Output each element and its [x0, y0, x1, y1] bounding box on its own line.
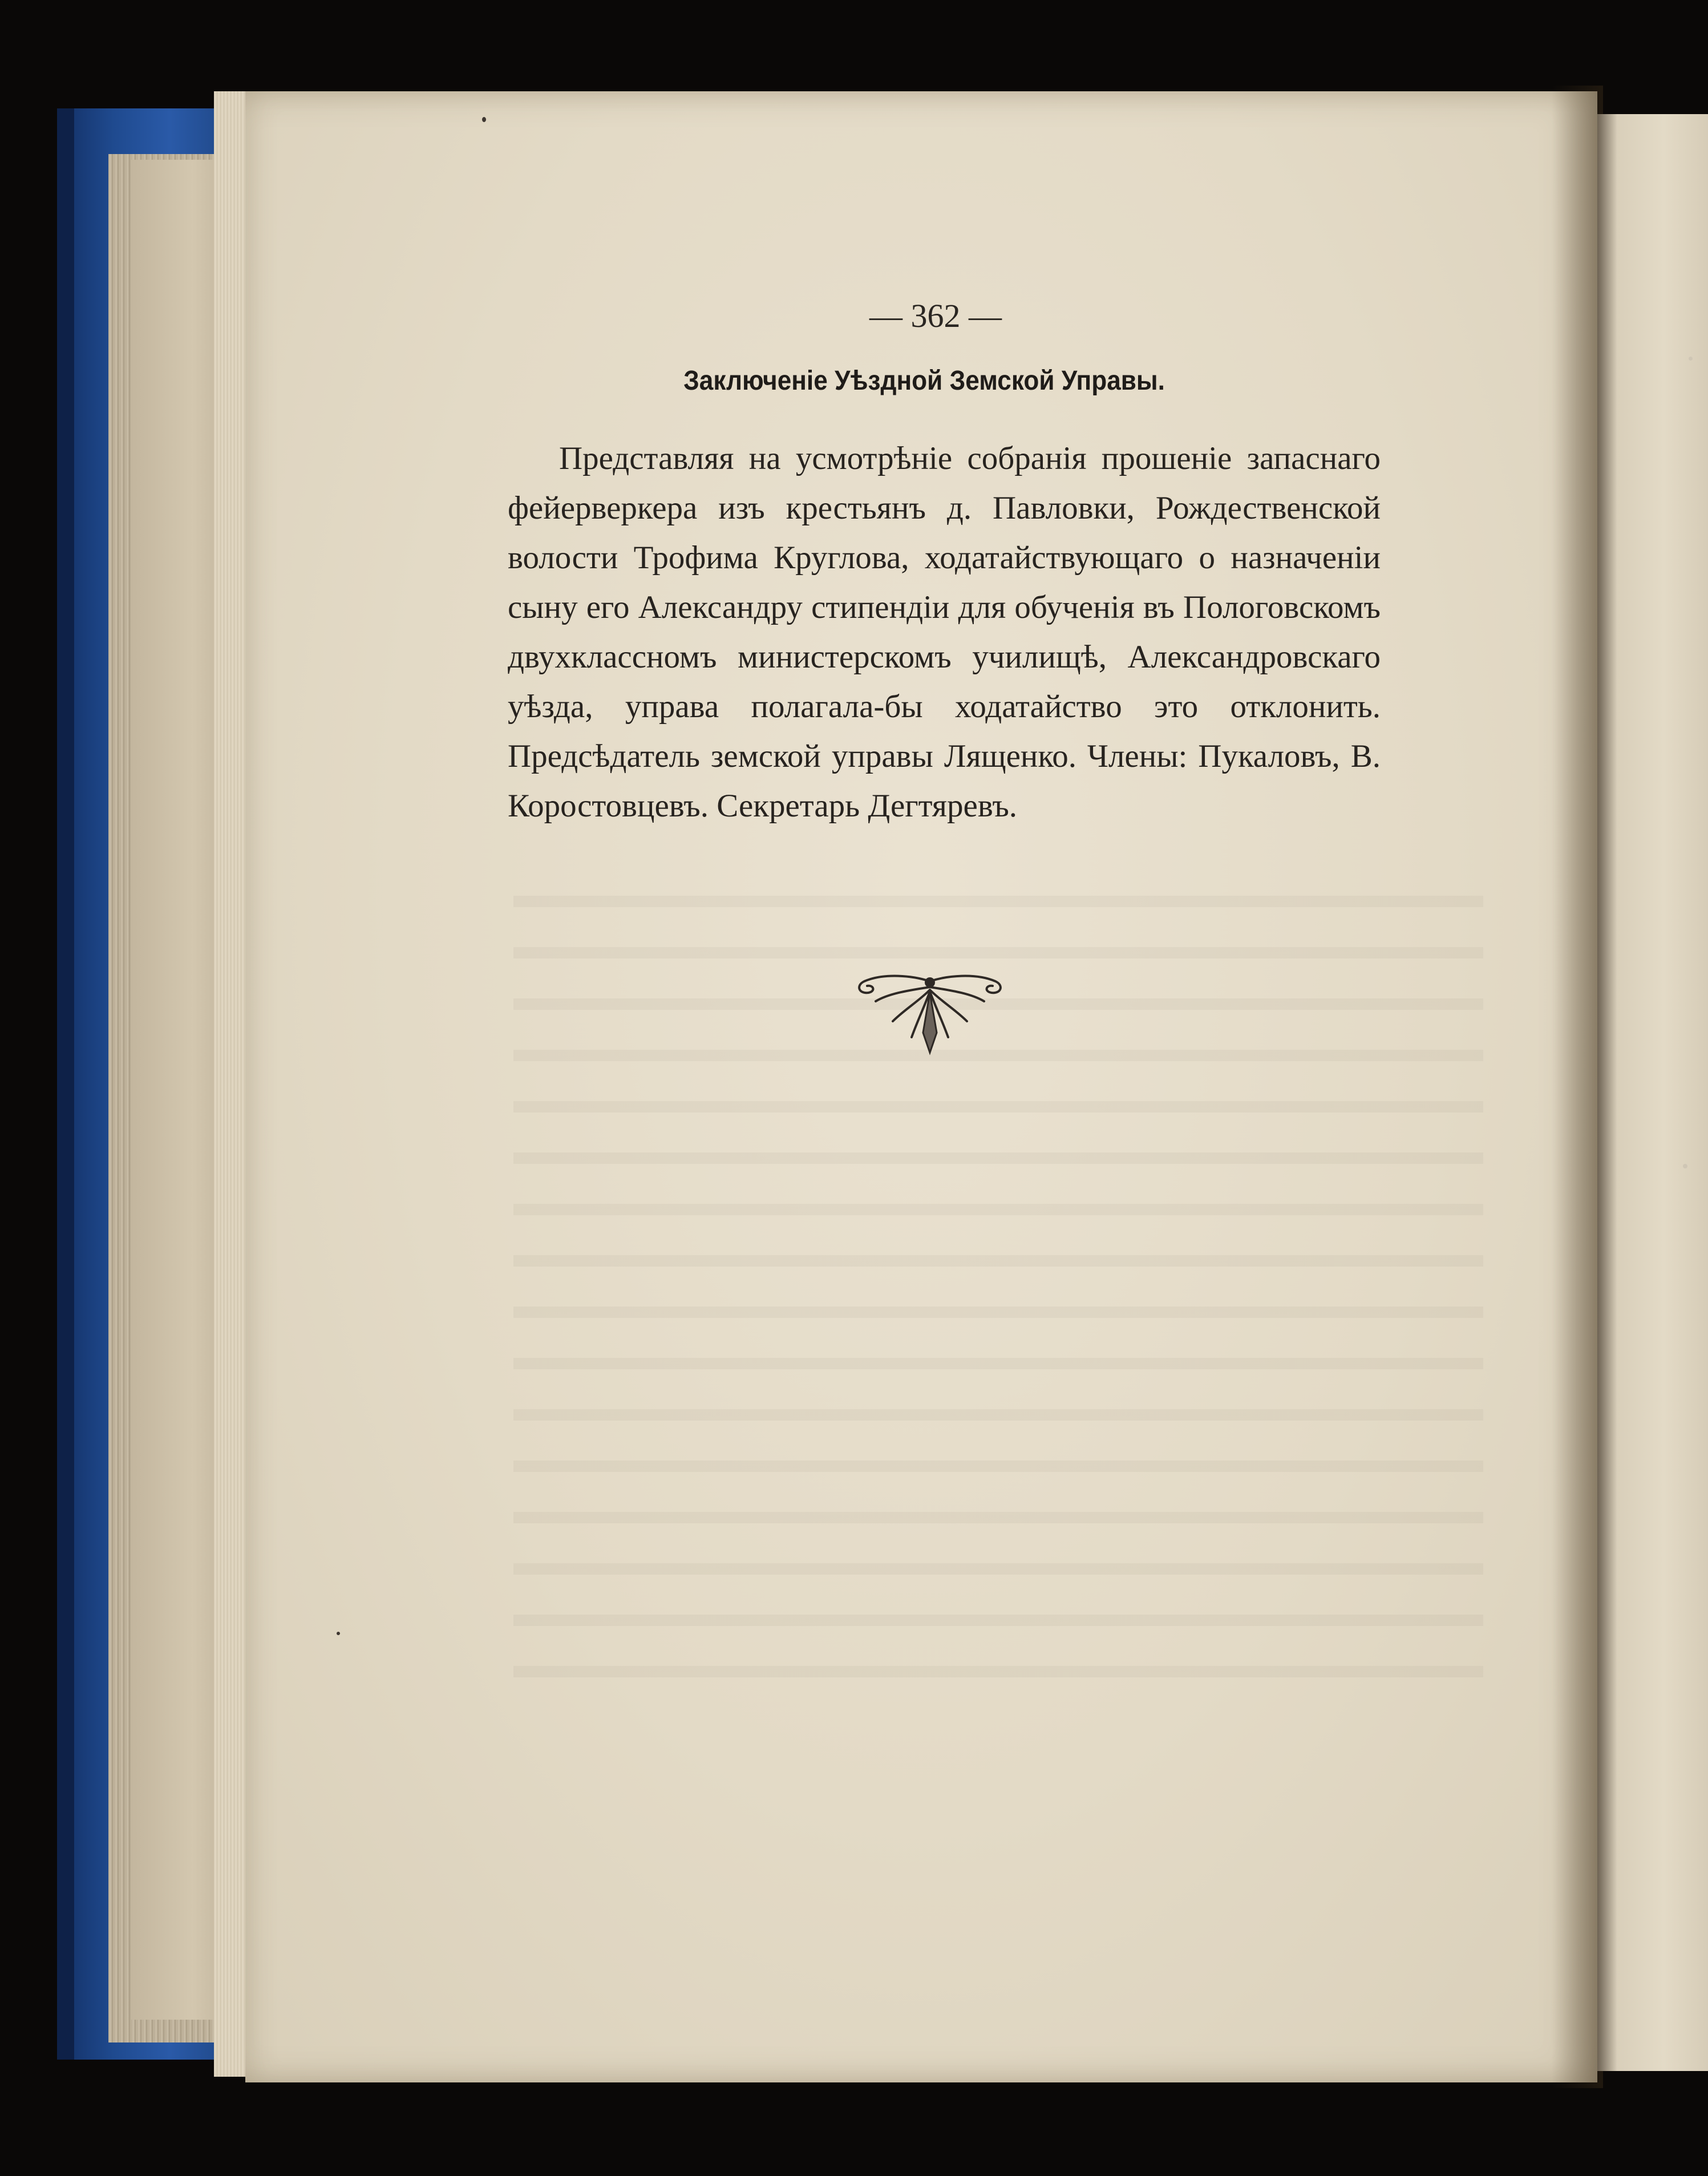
- cover-edge: [57, 108, 74, 2060]
- paper-speck: [1683, 1164, 1687, 1168]
- paper-speck: [337, 1632, 340, 1635]
- page-number: — 362 —: [869, 297, 1002, 334]
- paper-speck: [482, 117, 486, 122]
- next-page-sliver: [1597, 114, 1708, 2071]
- floral-ornament-icon: [850, 970, 1010, 1055]
- page-gutter-shadow: [1552, 86, 1603, 2088]
- body-paragraph: Представляя на усмотрѣніе собранія прошеніе запаснаго фейерверкера изъ крестьянъ д. Павловки, Рождественской волости Трофима Круглова, ходатайствующаго о назначеніи сыну его Александру стипендіи для обученія въ Пологовскомъ двухклассномъ министерскомъ училищѣ, Александровскаго уѣзда, управа полагала-бы ходатайство это отклонить. Предсѣдатель земской управы Лященко. Члены: Пукаловъ, В. Коростовцевъ. Секретарь Дегтяревъ.: [508, 440, 1381, 824]
- paper-speck: [1689, 357, 1693, 361]
- section-heading: Заключеніе Уѣздной Земской Управы.: [683, 366, 1165, 396]
